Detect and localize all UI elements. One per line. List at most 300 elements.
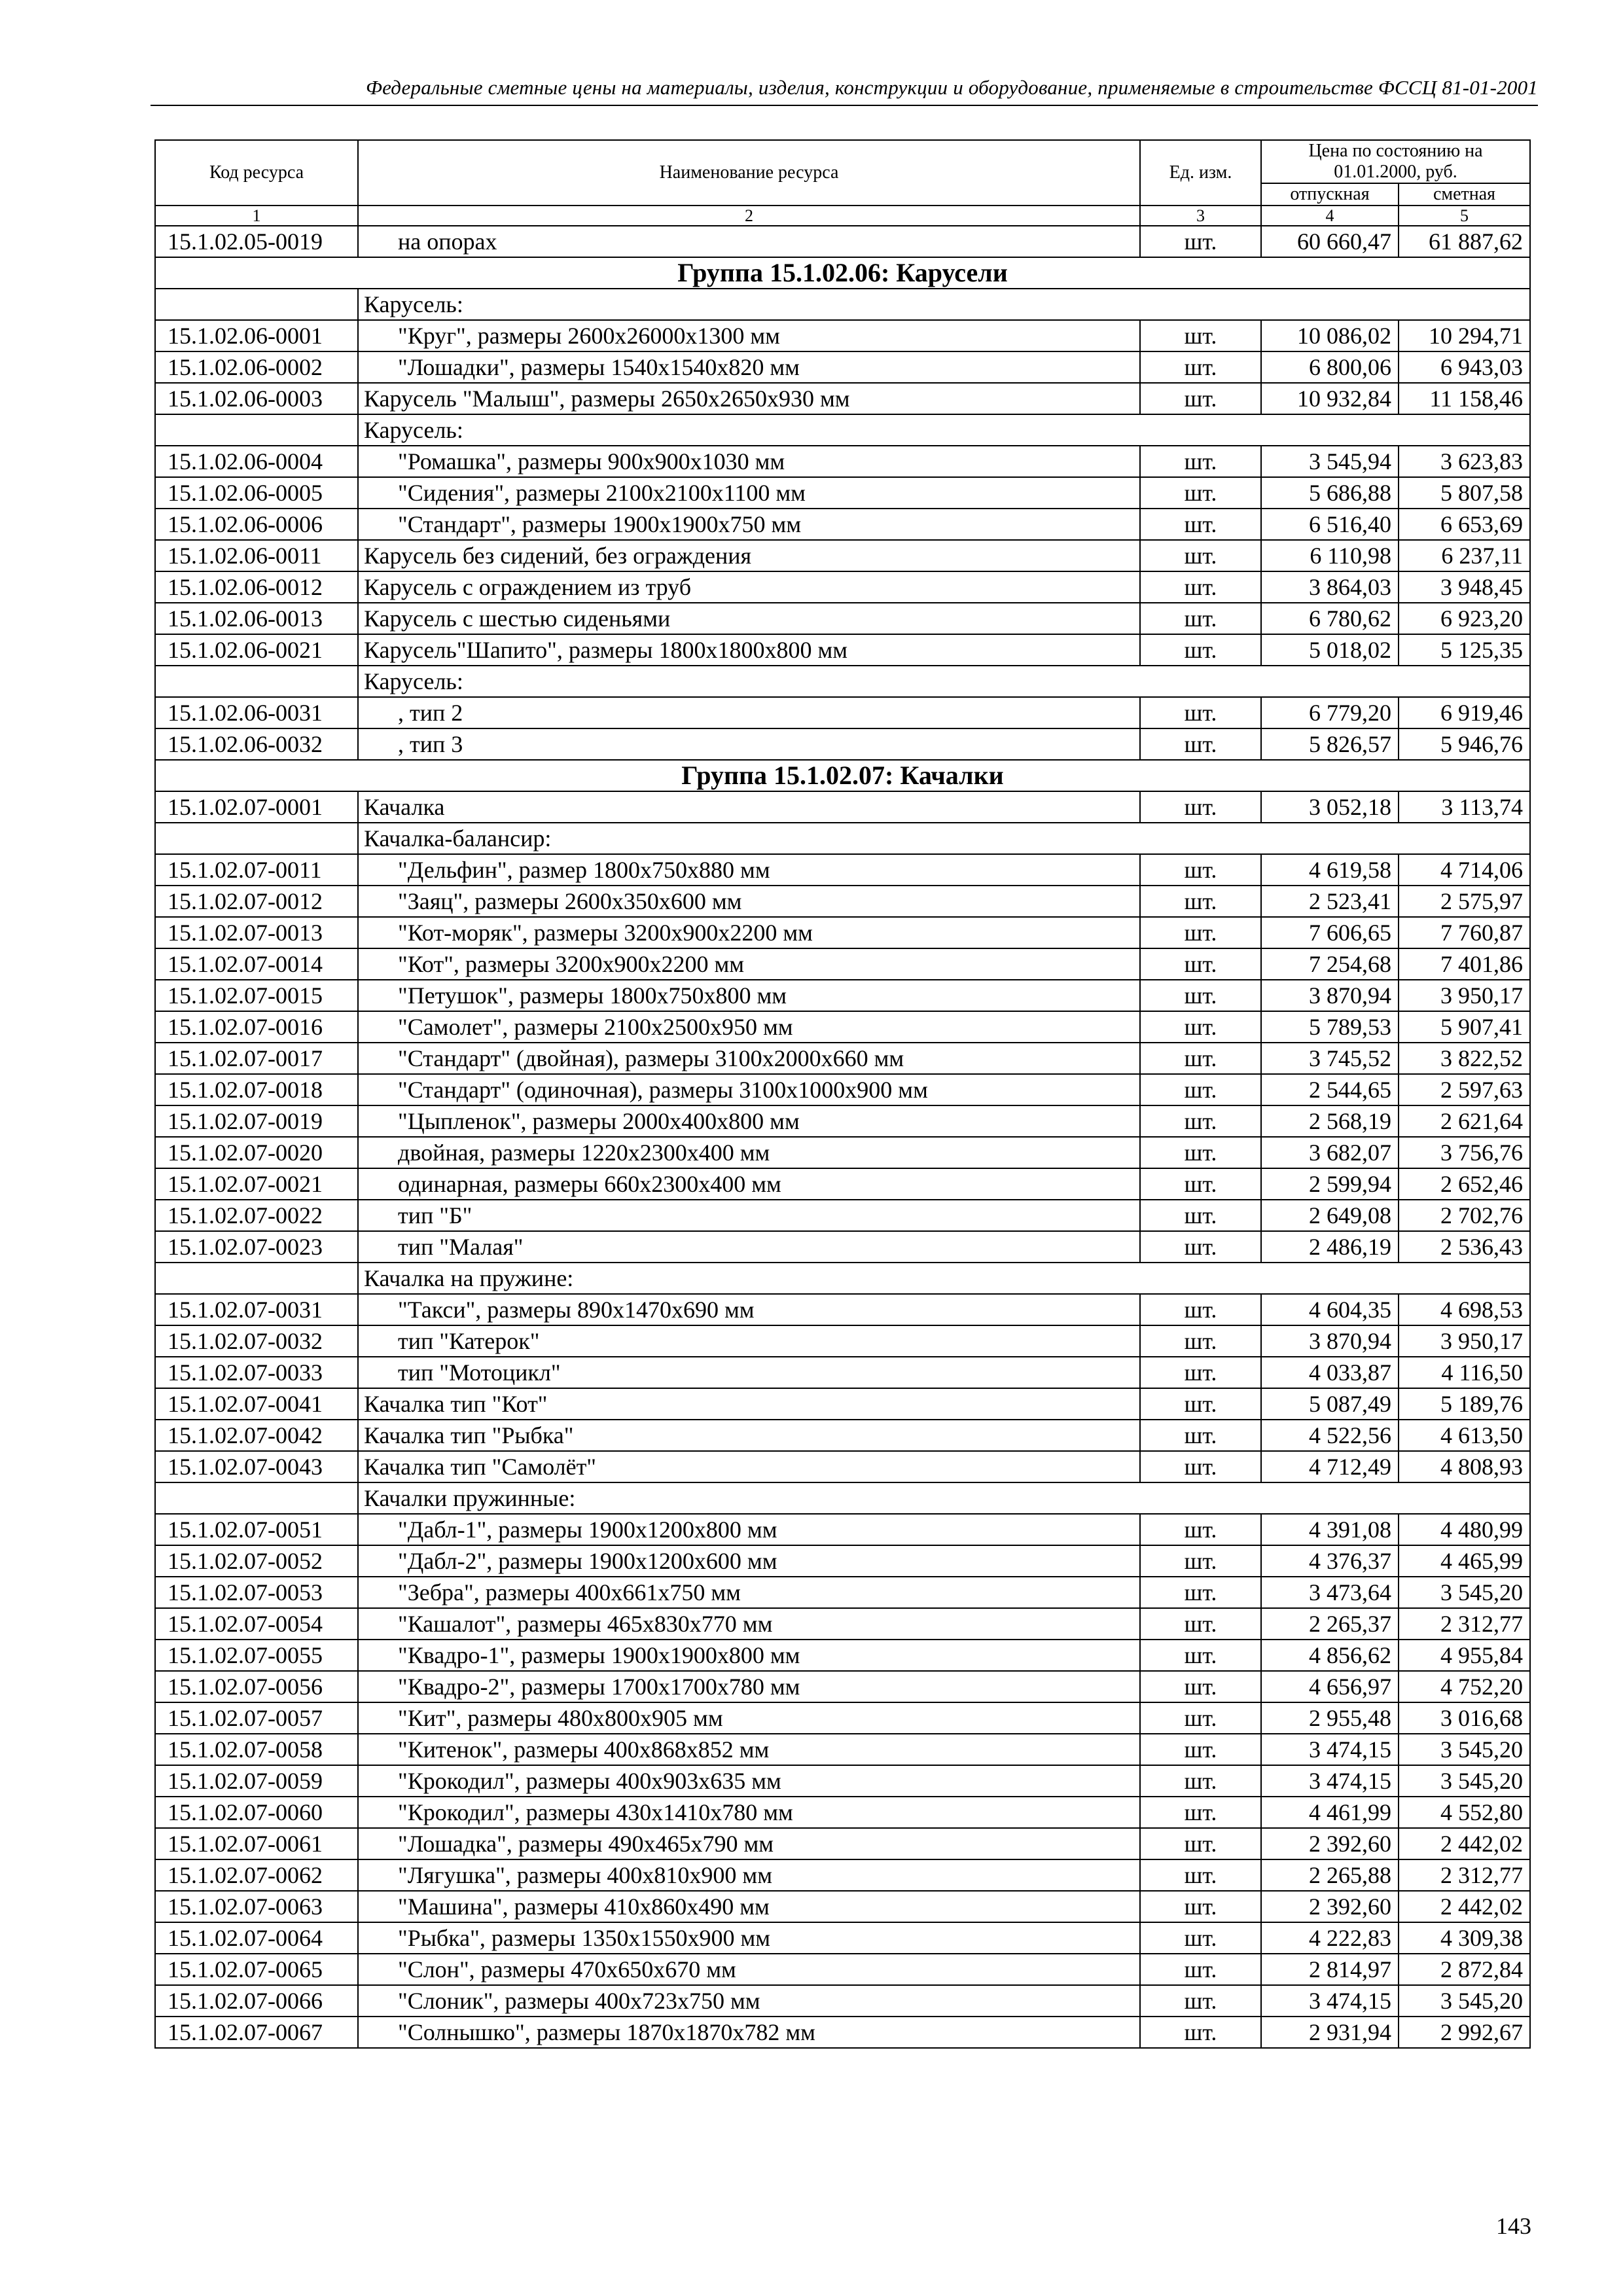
resource-code-cell: 15.1.02.06-0001	[155, 320, 358, 351]
resource-name-cell: Качалка тип "Кот"	[358, 1388, 1140, 1420]
table-row	[155, 351, 1530, 383]
resource-code-cell: 15.1.02.07-0022	[155, 1200, 358, 1231]
column-number: 4	[1261, 206, 1399, 226]
estimate-price-cell: 3 822,52	[1399, 1043, 1530, 1074]
subheading-row	[155, 414, 1530, 446]
release-price-cell: 4 522,56	[1261, 1420, 1399, 1451]
resource-name-cell: "Ромашка", размеры 900x900x1030 мм	[358, 446, 1140, 477]
unit-cell: шт.	[1140, 886, 1261, 917]
release-price-cell: 3 545,94	[1261, 446, 1399, 477]
resource-code-cell: 15.1.02.07-0042	[155, 1420, 358, 1451]
resource-code-cell: 15.1.02.06-0011	[155, 540, 358, 571]
subheading-row	[155, 289, 1530, 320]
table-row	[155, 791, 1530, 823]
table-row	[155, 1859, 1530, 1891]
table-row	[155, 697, 1530, 728]
estimate-price-cell: 3 113,74	[1399, 791, 1530, 823]
table-row	[155, 1294, 1530, 1325]
resource-code-cell: 15.1.02.06-0003	[155, 383, 358, 414]
release-price-cell: 4 461,99	[1261, 1797, 1399, 1828]
table-row	[155, 1765, 1530, 1797]
estimate-price-cell: 3 950,17	[1399, 980, 1530, 1011]
subheading-name: Качалка на пружине:	[358, 1263, 1530, 1294]
table-row	[155, 1168, 1530, 1200]
column-header-unit: Ед. изм.	[1140, 140, 1261, 206]
release-price-cell: 2 265,37	[1261, 1608, 1399, 1640]
resource-code-cell: 15.1.02.07-0019	[155, 1105, 358, 1137]
table-row	[155, 1105, 1530, 1137]
release-price-cell: 5 087,49	[1261, 1388, 1399, 1420]
resource-code-cell: 15.1.02.07-0060	[155, 1797, 358, 1828]
resource-code-cell: 15.1.02.06-0031	[155, 697, 358, 728]
unit-cell: шт.	[1140, 634, 1261, 666]
table-row	[155, 917, 1530, 948]
estimate-price-cell: 5 807,58	[1399, 477, 1530, 509]
resource-name-cell: "Зебра", размеры 400x661x750 мм	[358, 1577, 1140, 1608]
resource-code-cell: 15.1.02.07-0067	[155, 2017, 358, 2048]
release-price-cell: 2 392,60	[1261, 1891, 1399, 1922]
unit-cell: шт.	[1140, 1514, 1261, 1545]
resource-name-cell: "Крокодил", размеры 430x1410x780 мм	[358, 1797, 1140, 1828]
subheading-name: Карусель:	[358, 414, 1530, 446]
release-price-cell: 10 932,84	[1261, 383, 1399, 414]
resource-name-cell: "Кашалот", размеры 465x830x770 мм	[358, 1608, 1140, 1640]
estimate-price-cell: 6 237,11	[1399, 540, 1530, 571]
column-header-release-price: отпускная	[1261, 183, 1399, 206]
unit-cell: шт.	[1140, 1074, 1261, 1105]
resource-name-cell: "Стандарт" (двойная), размеры 3100x2000x660 мм	[358, 1043, 1140, 1074]
unit-cell: шт.	[1140, 1765, 1261, 1797]
resource-name-cell: Качалка тип "Самолёт"	[358, 1451, 1140, 1482]
release-price-cell: 2 544,65	[1261, 1074, 1399, 1105]
unit-cell: шт.	[1140, 1545, 1261, 1577]
release-price-cell: 2 814,97	[1261, 1954, 1399, 1985]
resource-name-cell: "Кот-моряк", размеры 3200x900x2200 мм	[358, 917, 1140, 948]
table-row	[155, 477, 1530, 509]
table-row	[155, 1608, 1530, 1640]
resource-code-cell: 15.1.02.07-0012	[155, 886, 358, 917]
unit-cell: шт.	[1140, 1357, 1261, 1388]
estimate-price-cell: 4 714,06	[1399, 854, 1530, 886]
table-row	[155, 1577, 1530, 1608]
table-row	[155, 1954, 1530, 1985]
unit-cell: шт.	[1140, 728, 1261, 760]
estimate-price-cell: 2 621,64	[1399, 1105, 1530, 1137]
estimate-price-cell: 3 545,20	[1399, 1577, 1530, 1608]
estimate-price-cell: 3 948,45	[1399, 571, 1530, 603]
unit-cell: шт.	[1140, 1954, 1261, 1985]
running-header-title: Федеральные сметные цены на материалы, изделия, конструкции и оборудование, применяемые в строительстве ФССЦ 81-01-2001	[365, 76, 1538, 99]
table-row	[155, 1325, 1530, 1357]
unit-cell: шт.	[1140, 791, 1261, 823]
resource-code-cell: 15.1.02.07-0052	[155, 1545, 358, 1577]
table-row	[155, 1357, 1530, 1388]
unit-cell: шт.	[1140, 1011, 1261, 1043]
release-price-cell: 4 391,08	[1261, 1514, 1399, 1545]
resource-name-cell: "Самолет", размеры 2100x2500x950 мм	[358, 1011, 1140, 1043]
release-price-cell: 4 712,49	[1261, 1451, 1399, 1482]
resource-code-cell: 15.1.02.07-0057	[155, 1702, 358, 1734]
resource-code-cell: 15.1.02.07-0020	[155, 1137, 358, 1168]
resource-name-cell: одинарная, размеры 660x2300x400 мм	[358, 1168, 1140, 1200]
unit-cell: шт.	[1140, 1105, 1261, 1137]
estimate-price-cell: 3 545,20	[1399, 1765, 1530, 1797]
release-price-cell: 3 870,94	[1261, 1325, 1399, 1357]
estimate-price-cell: 4 955,84	[1399, 1640, 1530, 1671]
release-price-cell: 4 656,97	[1261, 1671, 1399, 1702]
column-header-code: Код ресурса	[155, 140, 358, 206]
table-row	[155, 446, 1530, 477]
estimate-price-cell: 5 946,76	[1399, 728, 1530, 760]
resource-code-cell: 15.1.02.07-0033	[155, 1357, 358, 1388]
resource-name-cell: "Солнышко", размеры 1870x1870x782 мм	[358, 2017, 1140, 2048]
empty-code-cell	[155, 1482, 358, 1514]
estimate-price-cell: 4 552,80	[1399, 1797, 1530, 1828]
resource-code-cell: 15.1.02.07-0064	[155, 1922, 358, 1954]
estimate-price-cell: 4 309,38	[1399, 1922, 1530, 1954]
estimate-price-cell: 6 653,69	[1399, 509, 1530, 540]
unit-cell: шт.	[1140, 1608, 1261, 1640]
resource-name-cell: "Цыпленок", размеры 2000x400x800 мм	[358, 1105, 1140, 1137]
estimate-price-cell: 11 158,46	[1399, 383, 1530, 414]
resource-code-cell: 15.1.02.07-0018	[155, 1074, 358, 1105]
unit-cell: шт.	[1140, 1922, 1261, 1954]
estimate-price-cell: 3 545,20	[1399, 1985, 1530, 2017]
estimate-price-cell: 3 756,76	[1399, 1137, 1530, 1168]
release-price-cell: 2 599,94	[1261, 1168, 1399, 1200]
unit-cell: шт.	[1140, 540, 1261, 571]
resource-code-cell: 15.1.02.07-0062	[155, 1859, 358, 1891]
estimate-price-cell: 4 480,99	[1399, 1514, 1530, 1545]
table-row	[155, 1671, 1530, 1702]
release-price-cell: 3 870,94	[1261, 980, 1399, 1011]
estimate-price-cell: 4 613,50	[1399, 1420, 1530, 1451]
table-row	[155, 1074, 1530, 1105]
table-row	[155, 1514, 1530, 1545]
table-row	[155, 540, 1530, 571]
unit-cell: шт.	[1140, 603, 1261, 634]
resource-name-cell: "Дабл-1", размеры 1900x1200x800 мм	[358, 1514, 1140, 1545]
resource-name-cell: "Крокодил", размеры 400x903x635 мм	[358, 1765, 1140, 1797]
unit-cell: шт.	[1140, 948, 1261, 980]
release-price-cell: 7 254,68	[1261, 948, 1399, 980]
estimate-price-cell: 2 702,76	[1399, 1200, 1530, 1231]
estimate-price-cell: 2 536,43	[1399, 1231, 1530, 1263]
unit-cell: шт.	[1140, 1671, 1261, 1702]
resource-name-cell: тип "Малая"	[358, 1231, 1140, 1263]
unit-cell: шт.	[1140, 1294, 1261, 1325]
unit-cell: шт.	[1140, 1168, 1261, 1200]
unit-cell: шт.	[1140, 1388, 1261, 1420]
resource-code-cell: 15.1.02.06-0032	[155, 728, 358, 760]
release-price-cell: 7 606,65	[1261, 917, 1399, 948]
resource-code-cell: 15.1.02.06-0005	[155, 477, 358, 509]
release-price-cell: 3 474,15	[1261, 1734, 1399, 1765]
release-price-cell: 5 789,53	[1261, 1011, 1399, 1043]
unit-cell: шт.	[1140, 351, 1261, 383]
unit-cell: шт.	[1140, 1231, 1261, 1263]
column-header-estimate-price: сметная	[1399, 183, 1530, 206]
release-price-cell: 6 800,06	[1261, 351, 1399, 383]
estimate-price-cell: 3 623,83	[1399, 446, 1530, 477]
subheading-name: Качалка-балансир:	[358, 823, 1530, 854]
estimate-price-cell: 3 016,68	[1399, 1702, 1530, 1734]
table-row	[155, 1231, 1530, 1263]
resource-name-cell: , тип 3	[358, 728, 1140, 760]
subheading-row	[155, 1263, 1530, 1294]
resource-name-cell: "Дабл-2", размеры 1900x1200x600 мм	[358, 1545, 1140, 1577]
table-body	[155, 226, 1530, 2048]
unit-cell: шт.	[1140, 1640, 1261, 1671]
estimate-price-cell: 2 992,67	[1399, 2017, 1530, 2048]
table-row	[155, 2017, 1530, 2048]
page-number: 143	[1496, 2213, 1531, 2239]
release-price-cell: 3 474,15	[1261, 1985, 1399, 2017]
resource-code-cell: 15.1.02.07-0021	[155, 1168, 358, 1200]
table-row	[155, 1545, 1530, 1577]
subheading-row	[155, 1482, 1530, 1514]
table-row	[155, 1922, 1530, 1954]
estimate-price-cell: 5 125,35	[1399, 634, 1530, 666]
estimate-price-cell: 5 907,41	[1399, 1011, 1530, 1043]
resource-code-cell: 15.1.02.07-0056	[155, 1671, 358, 1702]
resource-name-cell: "Кит", размеры 480x800x905 мм	[358, 1702, 1140, 1734]
release-price-cell: 3 682,07	[1261, 1137, 1399, 1168]
resource-name-cell: "Заяц", размеры 2600x350x600 мм	[358, 886, 1140, 917]
table-row	[155, 1734, 1530, 1765]
resource-name-cell: Карусель с ограждением из труб	[358, 571, 1140, 603]
resource-code-cell: 15.1.02.06-0021	[155, 634, 358, 666]
release-price-cell: 5 686,88	[1261, 477, 1399, 509]
table-row	[155, 1388, 1530, 1420]
resource-name-cell: "Круг", размеры 2600x26000x1300 мм	[358, 320, 1140, 351]
release-price-cell: 6 110,98	[1261, 540, 1399, 571]
unit-cell: шт.	[1140, 1797, 1261, 1828]
unit-cell: шт.	[1140, 571, 1261, 603]
running-header	[151, 73, 1538, 106]
table-row	[155, 948, 1530, 980]
release-price-cell: 2 955,48	[1261, 1702, 1399, 1734]
resource-code-cell: 15.1.02.07-0017	[155, 1043, 358, 1074]
resource-code-cell: 15.1.02.06-0013	[155, 603, 358, 634]
table-header	[155, 140, 1530, 226]
subheading-name: Карусель:	[358, 666, 1530, 697]
estimate-price-cell: 4 808,93	[1399, 1451, 1530, 1482]
release-price-cell: 3 473,64	[1261, 1577, 1399, 1608]
unit-cell: шт.	[1140, 2017, 1261, 2048]
estimate-price-cell: 2 597,63	[1399, 1074, 1530, 1105]
resource-name-cell: Карусель"Шапито", размеры 1800x1800x800 мм	[358, 634, 1140, 666]
table-row	[155, 1011, 1530, 1043]
resource-code-cell: 15.1.02.07-0066	[155, 1985, 358, 2017]
resource-name-cell: тип "Б"	[358, 1200, 1140, 1231]
unit-cell: шт.	[1140, 1043, 1261, 1074]
resource-name-cell: "Стандарт", размеры 1900x1900x750 мм	[358, 509, 1140, 540]
empty-code-cell	[155, 823, 358, 854]
estimate-price-cell: 6 919,46	[1399, 697, 1530, 728]
table-row	[155, 1702, 1530, 1734]
resource-name-cell: Карусель с шестью сиденьями	[358, 603, 1140, 634]
price-table	[154, 139, 1531, 2049]
estimate-price-cell: 6 943,03	[1399, 351, 1530, 383]
unit-cell: шт.	[1140, 1985, 1261, 2017]
table-row	[155, 226, 1530, 257]
estimate-price-cell: 2 652,46	[1399, 1168, 1530, 1200]
resource-code-cell: 15.1.02.07-0059	[155, 1765, 358, 1797]
release-price-cell: 5 018,02	[1261, 634, 1399, 666]
empty-code-cell	[155, 289, 358, 320]
unit-cell: шт.	[1140, 697, 1261, 728]
estimate-price-cell: 2 312,77	[1399, 1608, 1530, 1640]
table-row	[155, 320, 1530, 351]
release-price-cell: 4 376,37	[1261, 1545, 1399, 1577]
release-price-cell: 2 486,19	[1261, 1231, 1399, 1263]
resource-code-cell: 15.1.02.07-0032	[155, 1325, 358, 1357]
table-row	[155, 1200, 1530, 1231]
resource-name-cell: "Лошадки", размеры 1540x1540x820 мм	[358, 351, 1140, 383]
subheading-row	[155, 823, 1530, 854]
resource-name-cell: "Такси", размеры 890x1470x690 мм	[358, 1294, 1140, 1325]
resource-code-cell: 15.1.02.07-0015	[155, 980, 358, 1011]
unit-cell: шт.	[1140, 1325, 1261, 1357]
unit-cell: шт.	[1140, 854, 1261, 886]
release-price-cell: 3 864,03	[1261, 571, 1399, 603]
resource-code-cell: 15.1.02.06-0002	[155, 351, 358, 383]
release-price-cell: 4 222,83	[1261, 1922, 1399, 1954]
unit-cell: шт.	[1140, 1859, 1261, 1891]
resource-code-cell: 15.1.02.07-0023	[155, 1231, 358, 1263]
unit-cell: шт.	[1140, 1702, 1261, 1734]
estimate-price-cell: 6 923,20	[1399, 603, 1530, 634]
unit-cell: шт.	[1140, 1577, 1261, 1608]
estimate-price-cell: 4 752,20	[1399, 1671, 1530, 1702]
resource-code-cell: 15.1.02.07-0065	[155, 1954, 358, 1985]
release-price-cell: 6 779,20	[1261, 697, 1399, 728]
resource-code-cell: 15.1.02.07-0063	[155, 1891, 358, 1922]
resource-code-cell: 15.1.02.07-0031	[155, 1294, 358, 1325]
table-row	[155, 634, 1530, 666]
resource-name-cell: тип "Катерок"	[358, 1325, 1140, 1357]
resource-code-cell: 15.1.02.07-0016	[155, 1011, 358, 1043]
resource-name-cell: "Китенок", размеры 400x868x852 мм	[358, 1734, 1140, 1765]
resource-name-cell: Карусель "Малыш", размеры 2650x2650x930 мм	[358, 383, 1140, 414]
release-price-cell: 2 392,60	[1261, 1828, 1399, 1859]
release-price-cell: 2 931,94	[1261, 2017, 1399, 2048]
estimate-price-cell: 2 575,97	[1399, 886, 1530, 917]
resource-code-cell: 15.1.02.07-0053	[155, 1577, 358, 1608]
unit-cell: шт.	[1140, 1137, 1261, 1168]
table-row	[155, 1828, 1530, 1859]
release-price-cell: 2 568,19	[1261, 1105, 1399, 1137]
group-header-row	[155, 760, 1530, 791]
resource-code-cell: 15.1.02.06-0004	[155, 446, 358, 477]
resource-name-cell: "Дельфин", размер 1800x750x880 мм	[358, 854, 1140, 886]
resource-code-cell: 15.1.02.07-0043	[155, 1451, 358, 1482]
estimate-price-cell: 10 294,71	[1399, 320, 1530, 351]
estimate-price-cell: 2 442,02	[1399, 1891, 1530, 1922]
column-number: 3	[1140, 206, 1261, 226]
table-row	[155, 854, 1530, 886]
resource-name-cell: Качалка	[358, 791, 1140, 823]
unit-cell: шт.	[1140, 1200, 1261, 1231]
resource-name-cell: "Квадро-2", размеры 1700x1700x780 мм	[358, 1671, 1140, 1702]
release-price-cell: 3 474,15	[1261, 1765, 1399, 1797]
table-row	[155, 1043, 1530, 1074]
resource-name-cell: тип "Мотоцикл"	[358, 1357, 1140, 1388]
resource-name-cell: "Слоник", размеры 400x723x750 мм	[358, 1985, 1140, 2017]
estimate-price-cell: 61 887,62	[1399, 226, 1530, 257]
release-price-cell: 3 745,52	[1261, 1043, 1399, 1074]
release-price-cell: 6 780,62	[1261, 603, 1399, 634]
resource-name-cell: Качалка тип "Рыбка"	[358, 1420, 1140, 1451]
resource-code-cell: 15.1.02.06-0012	[155, 571, 358, 603]
resource-code-cell: 15.1.02.07-0061	[155, 1828, 358, 1859]
resource-code-cell: 15.1.02.07-0041	[155, 1388, 358, 1420]
resource-name-cell: "Кот", размеры 3200x900x2200 мм	[358, 948, 1140, 980]
unit-cell: шт.	[1140, 383, 1261, 414]
table-row	[155, 1640, 1530, 1671]
resource-code-cell: 15.1.02.07-0051	[155, 1514, 358, 1545]
column-header-price-group: Цена по состоянию на 01.01.2000, руб.	[1261, 140, 1530, 183]
estimate-price-cell: 3 545,20	[1399, 1734, 1530, 1765]
unit-cell: шт.	[1140, 509, 1261, 540]
table-row	[155, 728, 1530, 760]
estimate-price-cell: 2 872,84	[1399, 1954, 1530, 1985]
release-price-cell: 3 052,18	[1261, 791, 1399, 823]
unit-cell: шт.	[1140, 446, 1261, 477]
table-row	[155, 1420, 1530, 1451]
release-price-cell: 10 086,02	[1261, 320, 1399, 351]
column-header-name: Наименование ресурса	[358, 140, 1140, 206]
estimate-price-cell: 4 698,53	[1399, 1294, 1530, 1325]
resource-name-cell: "Рыбка", размеры 1350x1550x900 мм	[358, 1922, 1140, 1954]
release-price-cell: 2 523,41	[1261, 886, 1399, 917]
subheading-name: Качалки пружинные:	[358, 1482, 1530, 1514]
table-row	[155, 1985, 1530, 2017]
resource-code-cell: 15.1.02.07-0055	[155, 1640, 358, 1671]
empty-code-cell	[155, 414, 358, 446]
unit-cell: шт.	[1140, 1891, 1261, 1922]
resource-name-cell: двойная, размеры 1220x2300x400 мм	[358, 1137, 1140, 1168]
estimate-price-cell: 4 465,99	[1399, 1545, 1530, 1577]
unit-cell: шт.	[1140, 1451, 1261, 1482]
table-row	[155, 980, 1530, 1011]
table-row	[155, 1451, 1530, 1482]
resource-name-cell: Карусель без сидений, без ограждения	[358, 540, 1140, 571]
subheading-name: Карусель:	[358, 289, 1530, 320]
unit-cell: шт.	[1140, 1420, 1261, 1451]
estimate-price-cell: 7 401,86	[1399, 948, 1530, 980]
resource-code-cell: 15.1.02.07-0058	[155, 1734, 358, 1765]
resource-code-cell: 15.1.02.07-0014	[155, 948, 358, 980]
resource-name-cell: "Стандарт" (одиночная), размеры 3100x1000x900 мм	[358, 1074, 1140, 1105]
resource-name-cell: , тип 2	[358, 697, 1140, 728]
release-price-cell: 4 604,35	[1261, 1294, 1399, 1325]
group-header-row	[155, 257, 1530, 289]
resource-code-cell: 15.1.02.07-0054	[155, 1608, 358, 1640]
release-price-cell: 5 826,57	[1261, 728, 1399, 760]
estimate-price-cell: 4 116,50	[1399, 1357, 1530, 1388]
unit-cell: шт.	[1140, 477, 1261, 509]
table-row	[155, 383, 1530, 414]
subheading-row	[155, 666, 1530, 697]
column-number: 5	[1399, 206, 1530, 226]
column-number: 2	[358, 206, 1140, 226]
table-row	[155, 1891, 1530, 1922]
unit-cell: шт.	[1140, 917, 1261, 948]
release-price-cell: 2 649,08	[1261, 1200, 1399, 1231]
table-row	[155, 1137, 1530, 1168]
